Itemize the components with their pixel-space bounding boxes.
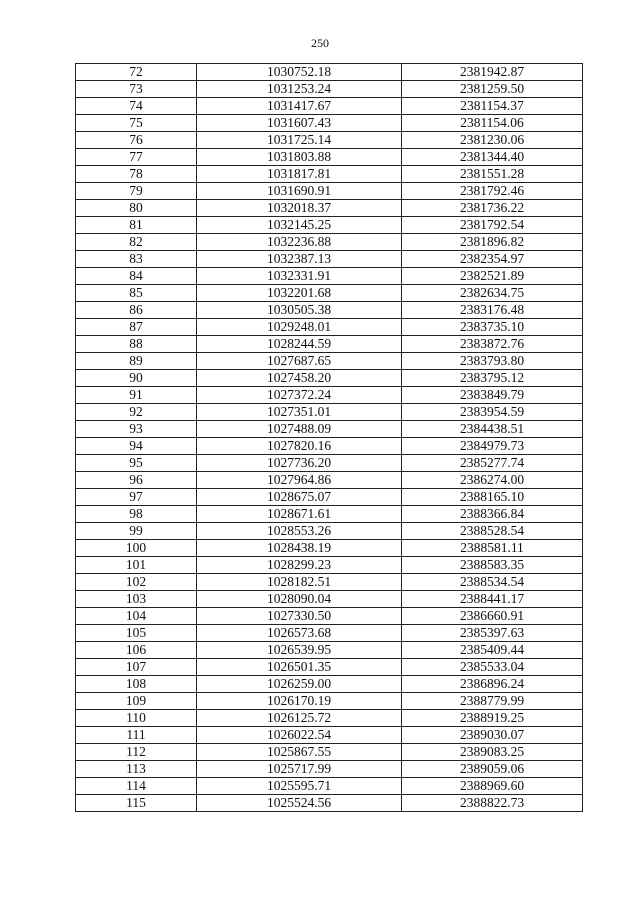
x-coordinate-cell: 1026022.54 bbox=[197, 727, 402, 744]
y-coordinate-cell: 2381154.37 bbox=[402, 98, 583, 115]
y-coordinate-cell: 2384979.73 bbox=[402, 438, 583, 455]
y-coordinate-cell: 2385277.74 bbox=[402, 455, 583, 472]
y-coordinate-cell: 2383872.76 bbox=[402, 336, 583, 353]
x-coordinate-cell: 1031607.43 bbox=[197, 115, 402, 132]
y-coordinate-cell: 2389083.25 bbox=[402, 744, 583, 761]
table-row bbox=[76, 200, 583, 217]
table-row bbox=[76, 642, 583, 659]
y-coordinate-cell: 2388165.10 bbox=[402, 489, 583, 506]
x-coordinate-cell: 1031417.67 bbox=[197, 98, 402, 115]
y-coordinate-cell: 2388583.35 bbox=[402, 557, 583, 574]
table-row bbox=[76, 98, 583, 115]
table-row bbox=[76, 727, 583, 744]
y-coordinate-cell: 2383795.12 bbox=[402, 370, 583, 387]
point-number-cell: 102 bbox=[76, 574, 197, 591]
x-coordinate-cell: 1026125.72 bbox=[197, 710, 402, 727]
x-coordinate-cell: 1028438.19 bbox=[197, 540, 402, 557]
point-number-cell: 106 bbox=[76, 642, 197, 659]
y-coordinate-cell: 2389059.06 bbox=[402, 761, 583, 778]
point-number-cell: 94 bbox=[76, 438, 197, 455]
table-row bbox=[76, 591, 583, 608]
point-number-cell: 75 bbox=[76, 115, 197, 132]
y-coordinate-cell: 2388969.60 bbox=[402, 778, 583, 795]
x-coordinate-cell: 1028553.26 bbox=[197, 523, 402, 540]
x-coordinate-cell: 1025867.55 bbox=[197, 744, 402, 761]
point-number-cell: 99 bbox=[76, 523, 197, 540]
x-coordinate-cell: 1032236.88 bbox=[197, 234, 402, 251]
table-row bbox=[76, 370, 583, 387]
y-coordinate-cell: 2384438.51 bbox=[402, 421, 583, 438]
table-row bbox=[76, 285, 583, 302]
table-row bbox=[76, 472, 583, 489]
point-number-cell: 90 bbox=[76, 370, 197, 387]
point-number-cell: 101 bbox=[76, 557, 197, 574]
point-number-cell: 109 bbox=[76, 693, 197, 710]
table-row bbox=[76, 404, 583, 421]
y-coordinate-cell: 2382354.97 bbox=[402, 251, 583, 268]
table-row bbox=[76, 217, 583, 234]
x-coordinate-cell: 1028090.04 bbox=[197, 591, 402, 608]
y-coordinate-cell: 2381259.50 bbox=[402, 81, 583, 98]
y-coordinate-cell: 2381154.06 bbox=[402, 115, 583, 132]
point-number-cell: 113 bbox=[76, 761, 197, 778]
point-number-cell: 93 bbox=[76, 421, 197, 438]
x-coordinate-cell: 1028244.59 bbox=[197, 336, 402, 353]
table-row bbox=[76, 659, 583, 676]
point-number-cell: 111 bbox=[76, 727, 197, 744]
x-coordinate-cell: 1031803.88 bbox=[197, 149, 402, 166]
table-row bbox=[76, 251, 583, 268]
y-coordinate-cell: 2382521.89 bbox=[402, 268, 583, 285]
x-coordinate-cell: 1031725.14 bbox=[197, 132, 402, 149]
table-row bbox=[76, 778, 583, 795]
y-coordinate-cell: 2385397.63 bbox=[402, 625, 583, 642]
x-coordinate-cell: 1028675.07 bbox=[197, 489, 402, 506]
table-row bbox=[76, 710, 583, 727]
table-row bbox=[76, 557, 583, 574]
table-row bbox=[76, 81, 583, 98]
point-number-cell: 107 bbox=[76, 659, 197, 676]
x-coordinate-cell: 1026501.35 bbox=[197, 659, 402, 676]
table-row bbox=[76, 693, 583, 710]
y-coordinate-cell: 2383849.79 bbox=[402, 387, 583, 404]
point-number-cell: 100 bbox=[76, 540, 197, 557]
x-coordinate-cell: 1027820.16 bbox=[197, 438, 402, 455]
y-coordinate-cell: 2386660.91 bbox=[402, 608, 583, 625]
table-row bbox=[76, 353, 583, 370]
x-coordinate-cell: 1030752.18 bbox=[197, 64, 402, 81]
y-coordinate-cell: 2388528.54 bbox=[402, 523, 583, 540]
point-number-cell: 89 bbox=[76, 353, 197, 370]
y-coordinate-cell: 2381792.46 bbox=[402, 183, 583, 200]
point-number-cell: 97 bbox=[76, 489, 197, 506]
page-number: 250 bbox=[311, 36, 329, 50]
table-row bbox=[76, 421, 583, 438]
table-row bbox=[76, 132, 583, 149]
x-coordinate-cell: 1027330.50 bbox=[197, 608, 402, 625]
point-number-cell: 84 bbox=[76, 268, 197, 285]
point-number-cell: 78 bbox=[76, 166, 197, 183]
table-row bbox=[76, 387, 583, 404]
y-coordinate-cell: 2383735.10 bbox=[402, 319, 583, 336]
x-coordinate-cell: 1027964.86 bbox=[197, 472, 402, 489]
table-row bbox=[76, 523, 583, 540]
x-coordinate-cell: 1025524.56 bbox=[197, 795, 402, 812]
point-number-cell: 103 bbox=[76, 591, 197, 608]
table-row bbox=[76, 489, 583, 506]
x-coordinate-cell: 1031253.24 bbox=[197, 81, 402, 98]
y-coordinate-cell: 2381551.28 bbox=[402, 166, 583, 183]
x-coordinate-cell: 1031817.81 bbox=[197, 166, 402, 183]
x-coordinate-cell: 1025717.99 bbox=[197, 761, 402, 778]
table-row bbox=[76, 676, 583, 693]
table-row bbox=[76, 234, 583, 251]
x-coordinate-cell: 1026573.68 bbox=[197, 625, 402, 642]
table-row bbox=[76, 166, 583, 183]
point-number-cell: 110 bbox=[76, 710, 197, 727]
coordinates-table-body bbox=[76, 64, 583, 812]
x-coordinate-cell: 1025595.71 bbox=[197, 778, 402, 795]
point-number-cell: 76 bbox=[76, 132, 197, 149]
x-coordinate-cell: 1028671.61 bbox=[197, 506, 402, 523]
y-coordinate-cell: 2388534.54 bbox=[402, 574, 583, 591]
y-coordinate-cell: 2385409.44 bbox=[402, 642, 583, 659]
point-number-cell: 80 bbox=[76, 200, 197, 217]
table-row bbox=[76, 455, 583, 472]
table-row bbox=[76, 183, 583, 200]
y-coordinate-cell: 2388822.73 bbox=[402, 795, 583, 812]
point-number-cell: 83 bbox=[76, 251, 197, 268]
y-coordinate-cell: 2383793.80 bbox=[402, 353, 583, 370]
point-number-cell: 114 bbox=[76, 778, 197, 795]
table-row bbox=[76, 438, 583, 455]
x-coordinate-cell: 1032018.37 bbox=[197, 200, 402, 217]
table-row bbox=[76, 625, 583, 642]
y-coordinate-cell: 2381230.06 bbox=[402, 132, 583, 149]
y-coordinate-cell: 2381736.22 bbox=[402, 200, 583, 217]
point-number-cell: 79 bbox=[76, 183, 197, 200]
point-number-cell: 104 bbox=[76, 608, 197, 625]
point-number-cell: 77 bbox=[76, 149, 197, 166]
table-row bbox=[76, 795, 583, 812]
x-coordinate-cell: 1028182.51 bbox=[197, 574, 402, 591]
table-row bbox=[76, 336, 583, 353]
point-number-cell: 108 bbox=[76, 676, 197, 693]
x-coordinate-cell: 1027488.09 bbox=[197, 421, 402, 438]
table-row bbox=[76, 761, 583, 778]
point-number-cell: 72 bbox=[76, 64, 197, 81]
x-coordinate-cell: 1026259.00 bbox=[197, 676, 402, 693]
point-number-cell: 88 bbox=[76, 336, 197, 353]
x-coordinate-cell: 1026170.19 bbox=[197, 693, 402, 710]
point-number-cell: 82 bbox=[76, 234, 197, 251]
y-coordinate-cell: 2388581.11 bbox=[402, 540, 583, 557]
y-coordinate-cell: 2386274.00 bbox=[402, 472, 583, 489]
table-row bbox=[76, 268, 583, 285]
y-coordinate-cell: 2382634.75 bbox=[402, 285, 583, 302]
x-coordinate-cell: 1027351.01 bbox=[197, 404, 402, 421]
x-coordinate-cell: 1032145.25 bbox=[197, 217, 402, 234]
y-coordinate-cell: 2388779.99 bbox=[402, 693, 583, 710]
point-number-cell: 96 bbox=[76, 472, 197, 489]
point-number-cell: 105 bbox=[76, 625, 197, 642]
y-coordinate-cell: 2385533.04 bbox=[402, 659, 583, 676]
point-number-cell: 95 bbox=[76, 455, 197, 472]
y-coordinate-cell: 2381942.87 bbox=[402, 64, 583, 81]
y-coordinate-cell: 2381896.82 bbox=[402, 234, 583, 251]
table-row bbox=[76, 115, 583, 132]
y-coordinate-cell: 2389030.07 bbox=[402, 727, 583, 744]
y-coordinate-cell: 2383176.48 bbox=[402, 302, 583, 319]
x-coordinate-cell: 1031690.91 bbox=[197, 183, 402, 200]
point-number-cell: 98 bbox=[76, 506, 197, 523]
point-number-cell: 86 bbox=[76, 302, 197, 319]
point-number-cell: 91 bbox=[76, 387, 197, 404]
point-number-cell: 74 bbox=[76, 98, 197, 115]
point-number-cell: 115 bbox=[76, 795, 197, 812]
x-coordinate-cell: 1028299.23 bbox=[197, 557, 402, 574]
point-number-cell: 87 bbox=[76, 319, 197, 336]
x-coordinate-cell: 1030505.38 bbox=[197, 302, 402, 319]
x-coordinate-cell: 1032201.68 bbox=[197, 285, 402, 302]
point-number-cell: 85 bbox=[76, 285, 197, 302]
table-row bbox=[76, 540, 583, 557]
table-row bbox=[76, 608, 583, 625]
x-coordinate-cell: 1026539.95 bbox=[197, 642, 402, 659]
point-number-cell: 73 bbox=[76, 81, 197, 98]
x-coordinate-cell: 1032331.91 bbox=[197, 268, 402, 285]
table-row bbox=[76, 744, 583, 761]
y-coordinate-cell: 2381792.54 bbox=[402, 217, 583, 234]
y-coordinate-cell: 2383954.59 bbox=[402, 404, 583, 421]
table-row bbox=[76, 64, 583, 81]
y-coordinate-cell: 2381344.40 bbox=[402, 149, 583, 166]
table-row bbox=[76, 574, 583, 591]
x-coordinate-cell: 1027458.20 bbox=[197, 370, 402, 387]
x-coordinate-cell: 1027736.20 bbox=[197, 455, 402, 472]
x-coordinate-cell: 1027372.24 bbox=[197, 387, 402, 404]
point-number-cell: 112 bbox=[76, 744, 197, 761]
y-coordinate-cell: 2388441.17 bbox=[402, 591, 583, 608]
table-row bbox=[76, 506, 583, 523]
point-number-cell: 81 bbox=[76, 217, 197, 234]
point-number-cell: 92 bbox=[76, 404, 197, 421]
x-coordinate-cell: 1027687.65 bbox=[197, 353, 402, 370]
table-row bbox=[76, 319, 583, 336]
table-row bbox=[76, 302, 583, 319]
x-coordinate-cell: 1032387.13 bbox=[197, 251, 402, 268]
x-coordinate-cell: 1029248.01 bbox=[197, 319, 402, 336]
y-coordinate-cell: 2388366.84 bbox=[402, 506, 583, 523]
y-coordinate-cell: 2386896.24 bbox=[402, 676, 583, 693]
table-row bbox=[76, 149, 583, 166]
coordinates-table bbox=[75, 63, 583, 812]
y-coordinate-cell: 2388919.25 bbox=[402, 710, 583, 727]
